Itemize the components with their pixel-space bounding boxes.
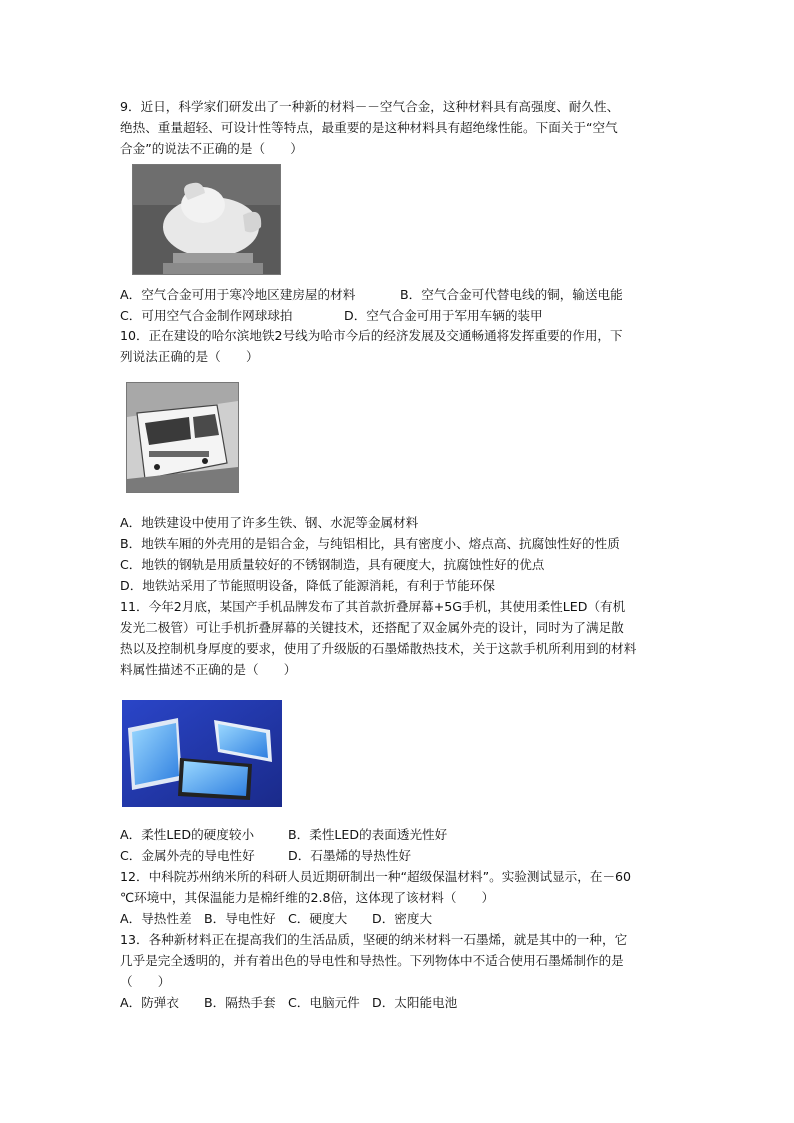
q12-line-2: ℃环境中，其保温能力是棉纤维的2.8倍，这体现了该材料（ ） — [120, 890, 495, 905]
q13-option-d[interactable]: D．太阳能电池 — [372, 995, 458, 1010]
q13-line-1: 13．各种新材料正在提高我们的生活品质，坚硬的纳米材料一石墨烯，就是其中的一种，它 — [120, 932, 628, 947]
q11-option-a[interactable]: A．柔性LED的硬度较小 — [120, 827, 255, 842]
q9-line-2: 绝热、重量超轻、可设计性等特点，最重要的是这种材料具有超绝缘性能。下面关于“空气 — [120, 120, 618, 135]
q13-options-row — [120, 993, 457, 1013]
q12-option-d[interactable]: D．密度大 — [372, 911, 433, 926]
air-alloy-photo — [132, 164, 281, 275]
q10-option-a[interactable]: A．地铁建设中使用了许多生铁、钢、水泥等金属材料 — [120, 515, 419, 530]
q9-options-row-1 — [120, 285, 623, 305]
q11-line-2: 发光二极管）可让手机折叠屏幕的关键技术，还搭配了双金属外壳的设计，同时为了满足散 — [120, 620, 624, 635]
q13-option-a[interactable]: A．防弹衣 — [120, 995, 179, 1010]
q9-option-d[interactable]: D．空气合金可用于军用车辆的装甲 — [344, 308, 543, 323]
q10-option-b[interactable]: B．地铁车厢的外壳用的是铝合金，与纯铝相比，具有密度小、熔点高、抗腐蚀性好的性质 — [120, 536, 620, 551]
q11-option-c[interactable]: C．金属外壳的导电性好 — [120, 848, 255, 863]
q10-line-1: 10．正在建设的哈尔滨地铁2号线为哈市今后的经济发展及交通畅通将发挥重要的作用，下 — [120, 328, 623, 343]
q12-options-row — [120, 909, 432, 929]
subway-train-image — [127, 383, 238, 492]
q13-line-2: 几乎是完全透明的，并有着出色的导电性和导热性。下列物体中不适合使用石墨烯制作的是 — [120, 953, 624, 968]
q13-option-b[interactable]: B．隔热手套 — [204, 995, 276, 1010]
q13-line-3: （ ） — [120, 974, 171, 989]
foldable-phone-photo — [122, 700, 282, 807]
q9-option-c[interactable]: C．可用空气合金制作网球球拍 — [120, 308, 293, 323]
hen-on-air-alloy-image — [133, 165, 280, 274]
q10-option-c[interactable]: C．地铁的钢轨是用质量较好的不锈钢制造，具有硬度大，抗腐蚀性好的优点 — [120, 557, 545, 572]
q11-line-4: 料属性描述不正确的是（ ） — [120, 662, 297, 677]
q12-option-c[interactable]: C．硬度大 — [288, 911, 348, 926]
q12-line-1: 12．中科院苏州纳米所的科研人员近期研制出一种“超级保温材料”。实验测试显示，在－60 — [120, 869, 632, 884]
q12-option-b[interactable]: B．导电性好 — [204, 911, 276, 926]
q9-line-1: 9．近日，科学家们研发出了一种新的材料－－空气合金，这种材料具有高强度、耐久性、 — [120, 99, 620, 114]
q11-line-3: 热以及控制机身厚度的要求，使用了升级版的石墨烯散热技术，关于这款手机所利用到的材料 — [120, 641, 637, 656]
q9-option-a[interactable]: A．空气合金可用于寒冷地区建房屋的材料 — [120, 287, 356, 302]
q11-line-1: 11．今年2月底，某国产手机品牌发布了其首款折叠屏幕+5G手机，其使用柔性LED（有机 — [120, 599, 626, 614]
q9-line-3: 合金”的说法不正确的是（ ） — [120, 141, 303, 156]
q13-option-c[interactable]: C．电脑元件 — [288, 995, 360, 1010]
q11-options-row-2 — [120, 846, 411, 866]
q11-option-d[interactable]: D．石墨烯的导热性好 — [288, 848, 412, 863]
foldable-phone-image — [122, 700, 282, 807]
q11-options-row-1 — [120, 825, 447, 845]
q9-option-b[interactable]: B．空气合金可代替电线的铜，输送电能 — [400, 287, 623, 302]
q11-option-b[interactable]: B．柔性LED的表面透光性好 — [288, 827, 448, 842]
subway-train-photo — [126, 382, 239, 493]
q10-option-d[interactable]: D．地铁站采用了节能照明设备，降低了能源消耗，有利于节能环保 — [120, 578, 495, 593]
q9-options-row-2 — [120, 306, 543, 326]
q10-line-2: 列说法正确的是（ ） — [120, 349, 259, 364]
q12-option-a[interactable]: A．导热性差 — [120, 911, 192, 926]
